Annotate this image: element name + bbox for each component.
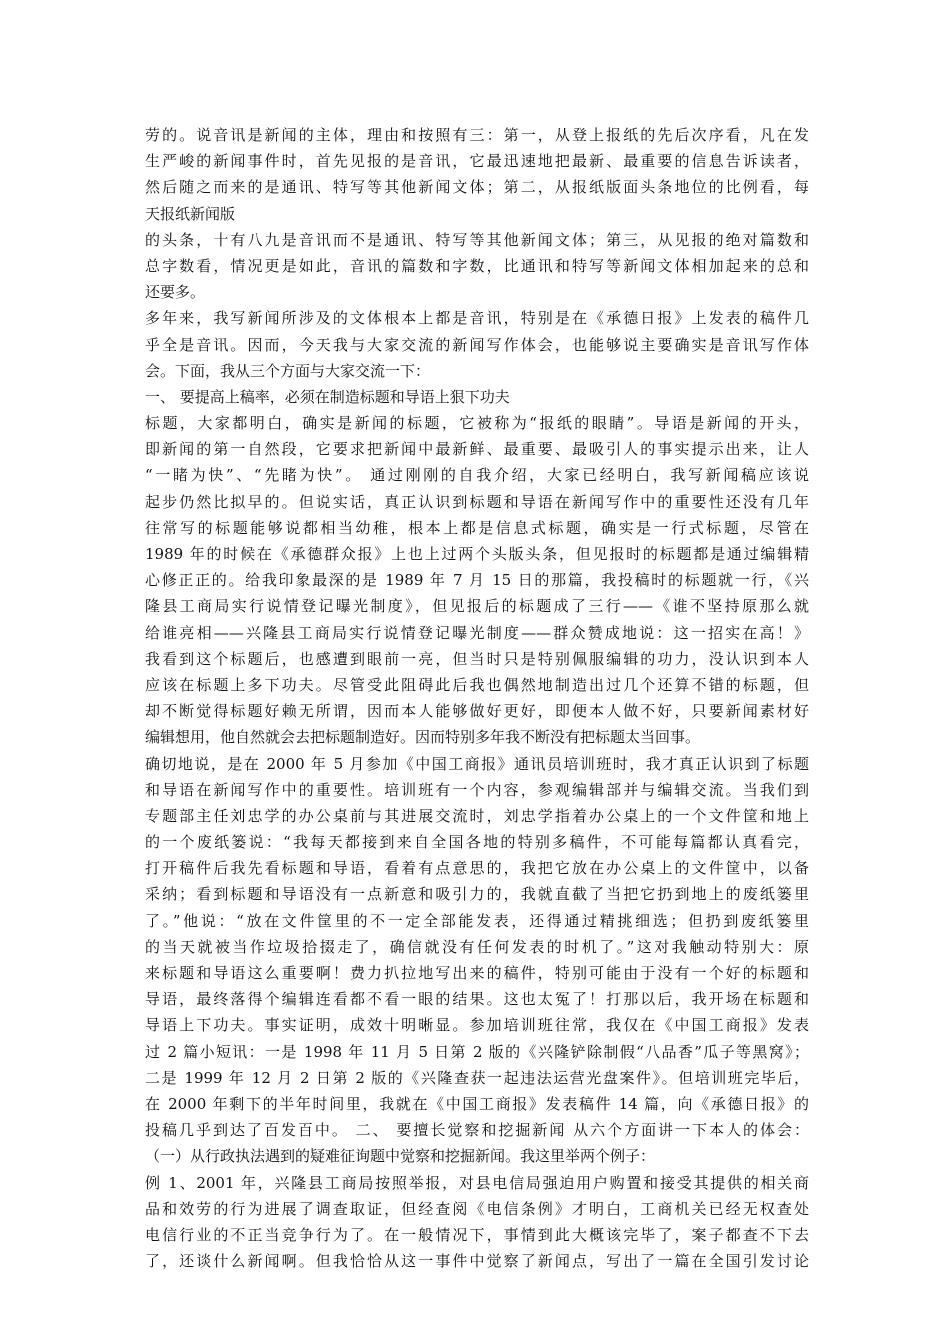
text-line: 1989 年的时候在《承德群众报》上也上过两个头版头条，但见报时的标题都是通过编辑精 xyxy=(145,545,809,563)
text-line: 然后随之而来的是通讯、特写等其他新闻文体；第二，从报纸版面头条地位的比例看，每 xyxy=(145,178,809,197)
text-line: 一、 要提高上稿率，必须在制造标题和导语上狠下功夫 xyxy=(145,387,510,406)
text-line: 隆县工商局实行说情登记曝光制度》，但见报后的标题成了三行——《谁不坚持原那么就 xyxy=(145,597,809,616)
text-line: 的头条，十有八九是音讯而不是通讯、特写等其他新闻文体；第三，从见报的绝对篇数和 xyxy=(145,230,809,249)
text-line: 采纳；看到标题和导语没有一点新意和吸引力的，我就直截了当把它扔到地上的废纸篓里 xyxy=(145,885,809,904)
text-line: 生严峻的新闻事件时，首先见报的是音讯，它最迅速地把最新、最重要的信息告诉读者， xyxy=(145,152,809,171)
text-line: 劳的。说音讯是新闻的主体，理由和按照有三：第一，从登上报纸的先后次序看，凡在发 xyxy=(145,126,809,144)
text-line: 我看到这个标题后，也感遭到眼前一亮，但当时只是特别佩服编辑的功力，没认识到本人 xyxy=(145,649,809,668)
text-line: 二是 1999 年 12 月 2 日第 2 版的《兴隆查获一起违法运营光盘案件》。但培训班完毕后， xyxy=(145,1068,809,1087)
text-line: 心修正正的。给我印象最深的是 1989 年 7 月 15 日的那篇，我投稿时的标题就一行，《兴 xyxy=(145,571,809,590)
text-line: 多年来，我写新闻所涉及的文体根本上都是音讯，特别是在《承德日报》上发表的稿件几 xyxy=(145,309,809,328)
text-line: 起步仍然比拟早的。但说实话，真正认识到标题和导语在新闻写作中的重要性还没有几年 xyxy=(145,492,809,511)
text-line: 却不断觉得标题好赖无所谓，因而本人能够做好更好，即便本人做不好，只要新闻素材好 xyxy=(145,702,809,721)
text-line: 导语，最终落得个编辑连看都不看一眼的结果。这也太冤了！打那以后，我开场在标题和 xyxy=(145,990,809,1009)
text-line: 会。下面，我从三个方面与大家交流一下： xyxy=(145,361,431,380)
text-line: 了，还谈什么新闻啊。但我恰恰从这一事件中觉察了新闻点，写出了一篇在全国引发讨论 xyxy=(145,1252,809,1271)
text-line: 导语上下功夫。事实证明，成效十明晰显。参加培训班往常，我仅在《中国工商报》发表 xyxy=(145,1016,809,1035)
text-line: 电信行业的不正当竞争行为了。在一般情况下，事情到此大概该完毕了，案子都查不下去 xyxy=(145,1225,809,1244)
text-line: “一睹为快”、“先睹为快”。 通过刚刚的自我介绍，大家已经明白，我写新闻稿应该说 xyxy=(145,466,809,485)
text-line: 打开稿件后我先看标题和导语，看着有点意思的，我把它放在办公桌上的文件筐中，以备 xyxy=(145,859,809,878)
text-line: 品和效劳的行为进展了调查取证，但经查阅《电信条例》才明白，工商机关已经无权查处 xyxy=(145,1199,809,1218)
text-line: 乎全是音讯。因而，今天我与大家交流的新闻写作体会，也能够说主要确实是音讯写作体 xyxy=(145,335,809,354)
text-line: 应该在标题上多下功夫。尽管受此阻碍此后我也偶然地制造出过几个还算不错的标题，但 xyxy=(145,675,809,694)
text-line: 天报纸新闻版 xyxy=(145,204,236,223)
text-line: 给谁亮相——兴隆县工商局实行说情登记曝光制度——群众赞成地说：这一招实在高！》 xyxy=(145,623,809,642)
text-line: 过 2 篇小短讯：一是 1998 年 11 月 5 日第 2 版的《兴隆铲除制假“八品香”瓜子等黑窝》； xyxy=(145,1042,809,1061)
text-line: 总字数看，情况更是如此，音讯的篇数和字数，比通讯和特写等新闻文体相加起来的总和 xyxy=(145,256,809,275)
text-line: 和导语在新闻写作中的重要性。培训班有一个内容，参观编辑部并与编辑交流。当我们到 xyxy=(145,780,809,799)
text-line: 投稿几乎到达了百发百中。 二、 要擅长觉察和挖掘新闻 从六个方面讲一下本人的体会： xyxy=(145,1121,809,1140)
text-line: 了。”他说：“放在文件筐里的不一定全部能发表，还得通过精挑细选；但扔到废纸篓里 xyxy=(145,911,809,930)
text-line: 的当天就被当作垃圾拾掇走了，确信就没有任何发表的时机了。”这对我触动特别大：原 xyxy=(145,937,809,956)
text-line: （一）从行政执法遇到的疑难征询题中觉察和挖掘新闻。我这里举两个例子： xyxy=(145,1147,656,1166)
text-line: 的一个废纸篓说：“我每天都接到来自全国各地的特别多稿件，不可能每篇都认真看完， xyxy=(145,833,809,852)
text-line: 即新闻的第一自然段，它要求把新闻中最新鲜、最重要、最吸引人的事实提示出来，让人 xyxy=(145,440,809,459)
text-line: 来标题和导语这么重要啊！费力扒拉地写出来的稿件，特别可能由于没有一个好的标题和 xyxy=(145,964,809,982)
text-line: 确切地说，是在 2000 年 5 月参加《中国工商报》通讯员培训班时，我才真正认识到了标题 xyxy=(145,754,809,773)
text-line: 标题，大家都明白，确实是新闻的标题，它被称为“报纸的眼睛”。导语是新闻的开头， xyxy=(145,414,809,433)
text-line: 还要多。 xyxy=(145,283,206,302)
text-line: 编辑想用，他自然就会去把标题制造好。因而特别多年我不断没有把标题太当回事。 xyxy=(145,728,701,747)
document-page xyxy=(145,122,809,1274)
text-line: 专题部主任刘忠学的办公桌前与其进展交流时，刘忠学指着办公桌上的一个文件筐和地上 xyxy=(145,806,809,825)
text-line: 在 2000 年剩下的半年时间里，我就在《中国工商报》发表稿件 14 篇，向《承德日报》的 xyxy=(145,1094,809,1113)
text-line: 往常写的标题能够说都相当幼稚，根本上都是信息式标题，确实是一行式标题，尽管在 xyxy=(145,518,809,537)
text-line: 例 1、2001 年，兴隆县工商局按照举报，对县电信局强迫用户购置和接受其提供的相关商 xyxy=(145,1173,809,1192)
